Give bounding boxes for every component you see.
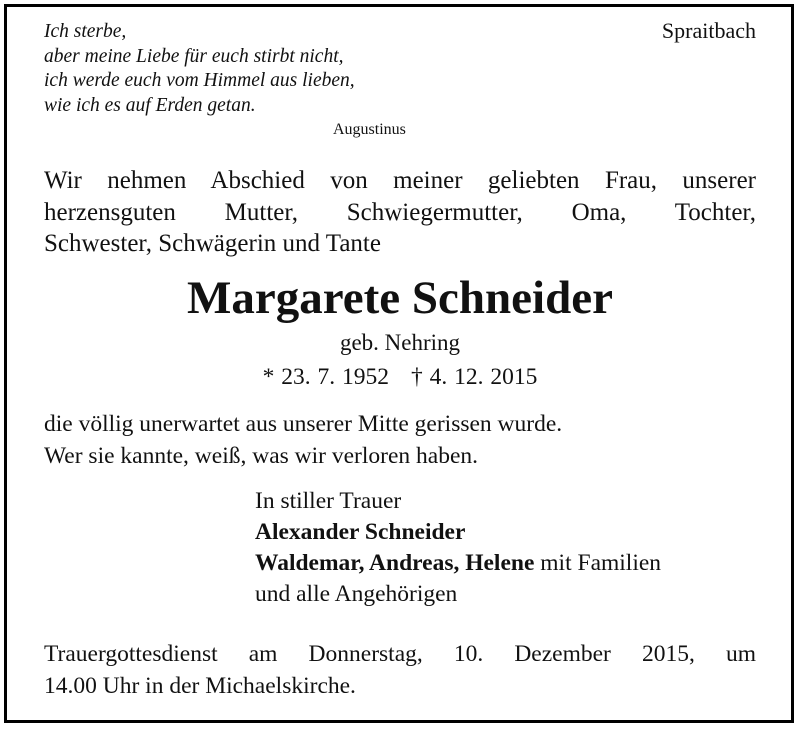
message-text bbox=[44, 408, 562, 472]
intro-line: Schwester, Schwägerin und Tante bbox=[44, 230, 381, 257]
mourning-intro: In stiller Trauer bbox=[255, 488, 402, 514]
intro-line: herzensguten Mutter, Schwiegermutter, Oma, Tochter, bbox=[44, 198, 756, 226]
service-info bbox=[44, 638, 756, 702]
poem-line: aber meine Liebe für euch stirbt nicht, bbox=[44, 45, 344, 67]
message-line: Wer sie kannte, weiß, was wir verloren haben. bbox=[44, 443, 479, 469]
place-name: Spraitbach bbox=[661, 18, 756, 43]
service-line: 14.00 Uhr in der Michaelskirche. bbox=[44, 673, 356, 699]
poem-line: ich werde euch vom Himmel aus lieben, bbox=[44, 70, 355, 91]
relatives-line: und alle Angehörigen bbox=[255, 581, 458, 607]
birth-date: * 23. 7. 1952 bbox=[262, 364, 389, 390]
mourners-block bbox=[255, 486, 661, 610]
intro-line: Wir nehmen Abschied von meiner geliebten Frau, unserer bbox=[44, 167, 756, 194]
message-line: die völlig unerwartet aus unserer Mitte gerissen wurde. bbox=[44, 411, 563, 437]
family-suffix: mit Familien bbox=[534, 550, 662, 576]
death-date: † 4. 12. 2015 bbox=[411, 364, 538, 390]
maiden-name: geb. Nehring bbox=[339, 330, 461, 355]
poem-line: wie ich es auf Erden getan. bbox=[44, 94, 256, 116]
poem-author: Augustinus bbox=[333, 121, 406, 138]
intro-text bbox=[44, 165, 756, 260]
deceased-name: Margarete Schneider bbox=[187, 272, 613, 324]
service-line: Trauergottesdienst am Donnerstag, 10. Dezember 2015, um bbox=[44, 641, 756, 667]
primary-mourner: Alexander Schneider bbox=[255, 519, 466, 545]
poem bbox=[44, 20, 355, 118]
life-dates bbox=[0, 364, 800, 391]
poem-line: Ich sterbe, bbox=[44, 21, 127, 42]
family-names: Waldemar, Andreas, Helene bbox=[255, 550, 535, 576]
